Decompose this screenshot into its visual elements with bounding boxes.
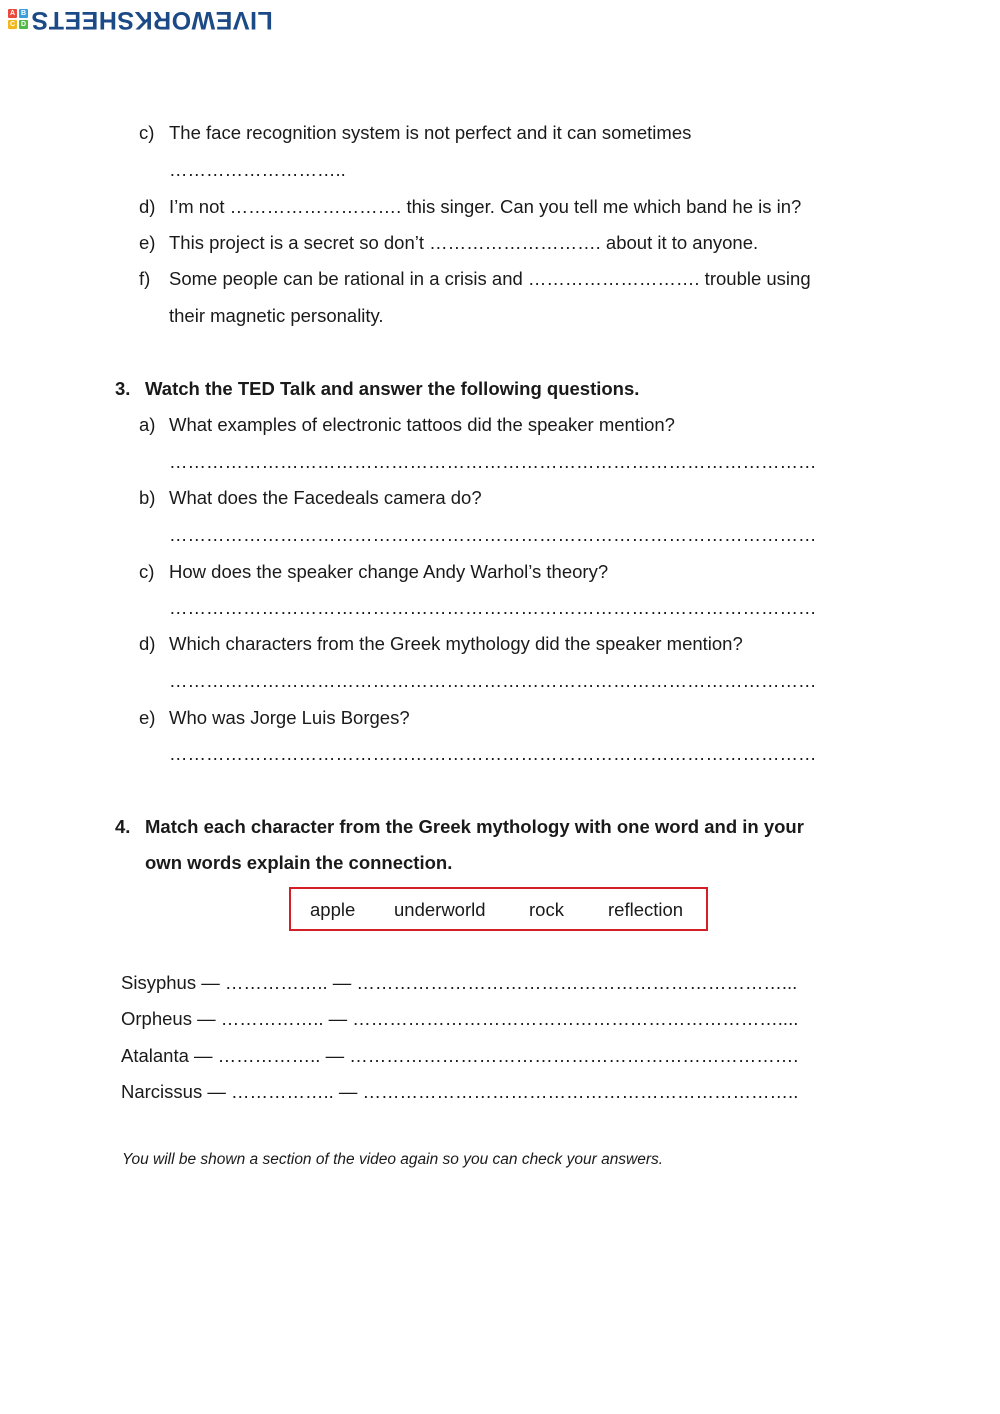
item-label: f) bbox=[139, 268, 151, 289]
q3-question-c: How does the speaker change Andy Warhol’s theory? bbox=[169, 561, 609, 582]
item-label: e) bbox=[139, 707, 156, 728]
q2-item-e-line1[interactable]: This project is a secret so don’t ………………………. about it to anyone. bbox=[169, 232, 759, 253]
q2-item-f-line2: their magnetic personality. bbox=[169, 305, 384, 326]
logo-text: LIVEWORKSHEETS bbox=[31, 5, 273, 34]
q3-number: 3. bbox=[115, 378, 131, 399]
q3-answer-line-d[interactable]: …………………………………………………………………………………………… bbox=[169, 670, 817, 691]
item-label: c) bbox=[139, 122, 155, 143]
item-label: d) bbox=[139, 633, 156, 654]
q3-answer-line-b[interactable]: …………………………………………………………………………………………… bbox=[169, 524, 817, 545]
logo-block: B bbox=[20, 10, 27, 17]
item-label: b) bbox=[139, 487, 156, 508]
q3-question-b: What does the Facedeals camera do? bbox=[169, 487, 482, 508]
logo-block: D bbox=[20, 21, 27, 28]
logo-block: C bbox=[9, 21, 16, 28]
logo-blocks-icon bbox=[8, 9, 28, 29]
q3-question-e: Who was Jorge Luis Borges? bbox=[169, 707, 410, 728]
item-label: c) bbox=[139, 561, 155, 582]
q3-heading: Watch the TED Talk and answer the following questions. bbox=[145, 378, 640, 399]
word-bank-apple: apple bbox=[310, 899, 356, 920]
item-label: a) bbox=[139, 414, 156, 435]
q2-item-c-line1: The face recognition system is not perfect and it can sometimes bbox=[169, 122, 692, 143]
q4-number: 4. bbox=[115, 816, 131, 837]
q2-item-d-line1[interactable]: I’m not ………………………. this singer. Can you tell me which band he is in? bbox=[169, 196, 802, 217]
word-bank-underworld: underworld bbox=[394, 899, 486, 920]
q4-heading-line2: own words explain the connection. bbox=[145, 852, 453, 873]
word-bank-rock: rock bbox=[529, 899, 564, 920]
match-row-orpheus[interactable]: Orpheus — …………….. — …………………………………………………………….... bbox=[121, 1008, 799, 1029]
q3-answer-line-a[interactable]: …………………………………………………………………………………………… bbox=[169, 451, 817, 472]
q4-heading-line1: Match each character from the Greek mythology with one word and in your bbox=[145, 816, 804, 837]
q2-item-c-blank[interactable]: ……………………….. bbox=[169, 159, 346, 180]
match-row-narcissus[interactable]: Narcissus — …………….. — …………………………………………………………….. bbox=[121, 1081, 799, 1102]
q3-question-a: What examples of electronic tattoos did the speaker mention? bbox=[169, 414, 675, 435]
q3-answer-line-e[interactable]: …………………………………………………………………………………………… bbox=[169, 743, 817, 764]
match-row-sisyphus[interactable]: Sisyphus — …………….. — ……………………………………………………………... bbox=[121, 972, 798, 993]
match-row-atalanta[interactable]: Atalanta — …………….. — ………………………………………………………………. bbox=[121, 1045, 799, 1066]
logo-block: A bbox=[9, 10, 16, 17]
footer-note: You will be shown a section of the video again so you can check your answers. bbox=[122, 1151, 664, 1168]
item-label: d) bbox=[139, 196, 156, 217]
word-bank-reflection: reflection bbox=[608, 899, 684, 920]
q3-answer-line-c[interactable]: …………………………………………………………………………………………… bbox=[169, 597, 817, 618]
q2-item-f-line1[interactable]: Some people can be rational in a crisis and ………………………. trouble using bbox=[169, 268, 811, 289]
q3-question-d: Which characters from the Greek mythology did the speaker mention? bbox=[169, 633, 743, 654]
item-label: e) bbox=[139, 232, 156, 253]
liveworksheets-logo bbox=[8, 4, 273, 34]
